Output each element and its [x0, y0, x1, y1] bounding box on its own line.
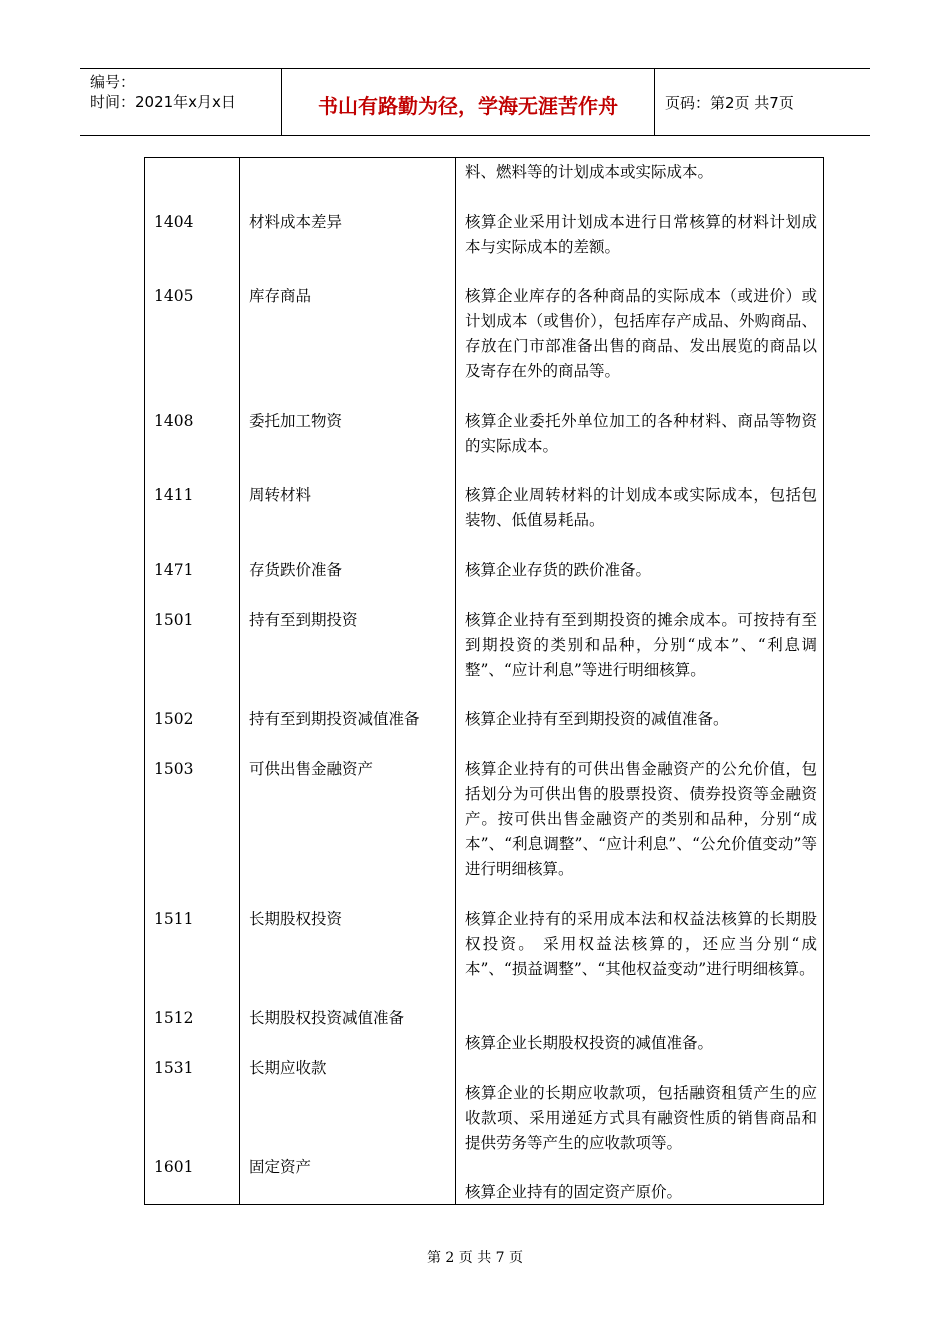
row-name: 可供出售金融资产	[249, 760, 374, 778]
row-code: 1411	[154, 486, 194, 504]
row-description: 核算企业库存的各种商品的实际成本（或进价）或计划成本（或售价），包括库存产成品、外购商品、存放在门市部准备出售的商品、发出展览的商品以及寄存在外的商品等。	[465, 287, 817, 380]
header-top-rule	[80, 68, 870, 69]
row-code: 1405	[154, 287, 194, 305]
row-description: 核算企业周转材料的计划成本或实际成本，包括包装物、低值易耗品。	[465, 486, 817, 529]
column-divider	[239, 158, 240, 1204]
row-code: 1503	[154, 760, 194, 778]
column-divider	[455, 158, 456, 1204]
row-code: 1511	[154, 910, 194, 928]
row-description: 核算企业持有至到期投资的摊余成本。可按持有至到期投资的类别和品种，分别“成本”、“利息调整”、“应计利息”等进行明细核算。	[465, 611, 817, 679]
row-name: 长期股权投资	[249, 910, 343, 928]
row-code: 1501	[154, 611, 194, 629]
row-name: 长期应收款	[249, 1059, 327, 1077]
row-code: 1471	[154, 561, 194, 579]
row-code: 1531	[154, 1059, 194, 1077]
number-label: 编号：	[90, 73, 136, 91]
header-divider	[654, 68, 655, 136]
row-description: 料、燃料等的计划成本或实际成本。	[465, 163, 714, 181]
row-name: 委托加工物资	[249, 412, 343, 430]
page-footer: 第 2 页 共 7 页	[426, 1250, 524, 1266]
header-motto: 书山有路勤为径，学海无涯苦作舟	[318, 94, 618, 118]
time-label: 时间：2021年x月x日	[90, 93, 236, 111]
page-header	[80, 68, 870, 136]
row-name: 持有至到期投资	[249, 611, 358, 629]
row-name: 固定资产	[249, 1158, 312, 1176]
row-description: 核算企业持有的采用成本法和权益法核算的长期股权投资。 采用权益法核算的，还应当分别“成本”、“损益调整”、“其他权益变动”进行明细核算。	[465, 910, 817, 978]
row-code: 1502	[154, 710, 194, 728]
header-page-info: 页码：第2页 共7页	[665, 94, 794, 112]
row-name: 长期股权投资减值准备	[249, 1009, 405, 1027]
row-code: 1601	[154, 1158, 194, 1176]
row-description: 核算企业的长期应收款项，包括融资租赁产生的应收款项、采用递延方式具有融资性质的销售商品和提供劳务等产生的应收款项等。	[465, 1084, 817, 1152]
row-description: 核算企业持有至到期投资的减值准备。	[465, 710, 729, 728]
row-code: 1408	[154, 412, 194, 430]
header-meta	[90, 72, 236, 112]
row-name: 存货跌价准备	[249, 561, 343, 579]
row-code: 1404	[154, 213, 194, 231]
row-description: 核算企业采用计划成本进行日常核算的材料计划成本与实际成本的差额。	[465, 213, 817, 256]
row-name: 周转材料	[249, 486, 312, 504]
row-description: 核算企业存货的跌价准备。	[465, 561, 652, 579]
row-description: 核算企业委托外单位加工的各种材料、商品等物资的实际成本。	[465, 412, 817, 455]
row-description: 核算企业持有的固定资产原价。	[465, 1183, 683, 1201]
accounts-table	[144, 157, 824, 1205]
row-name: 库存商品	[249, 287, 312, 305]
header-bottom-rule	[80, 135, 870, 136]
row-description: 核算企业持有的可供出售金融资产的公允价值，包括划分为可供出售的股票投资、债券投资等金融资产。按可供出售金融资产的类别和品种，分别“成本”、“利息调整”、“应计利息”、“公允价值变动”等进行明细核算。	[465, 760, 817, 878]
row-name: 持有至到期投资减值准备	[249, 710, 420, 728]
row-name: 材料成本差异	[249, 213, 343, 231]
row-code: 1512	[154, 1009, 194, 1027]
row-description: 核算企业长期股权投资的减值准备。	[465, 1034, 714, 1052]
